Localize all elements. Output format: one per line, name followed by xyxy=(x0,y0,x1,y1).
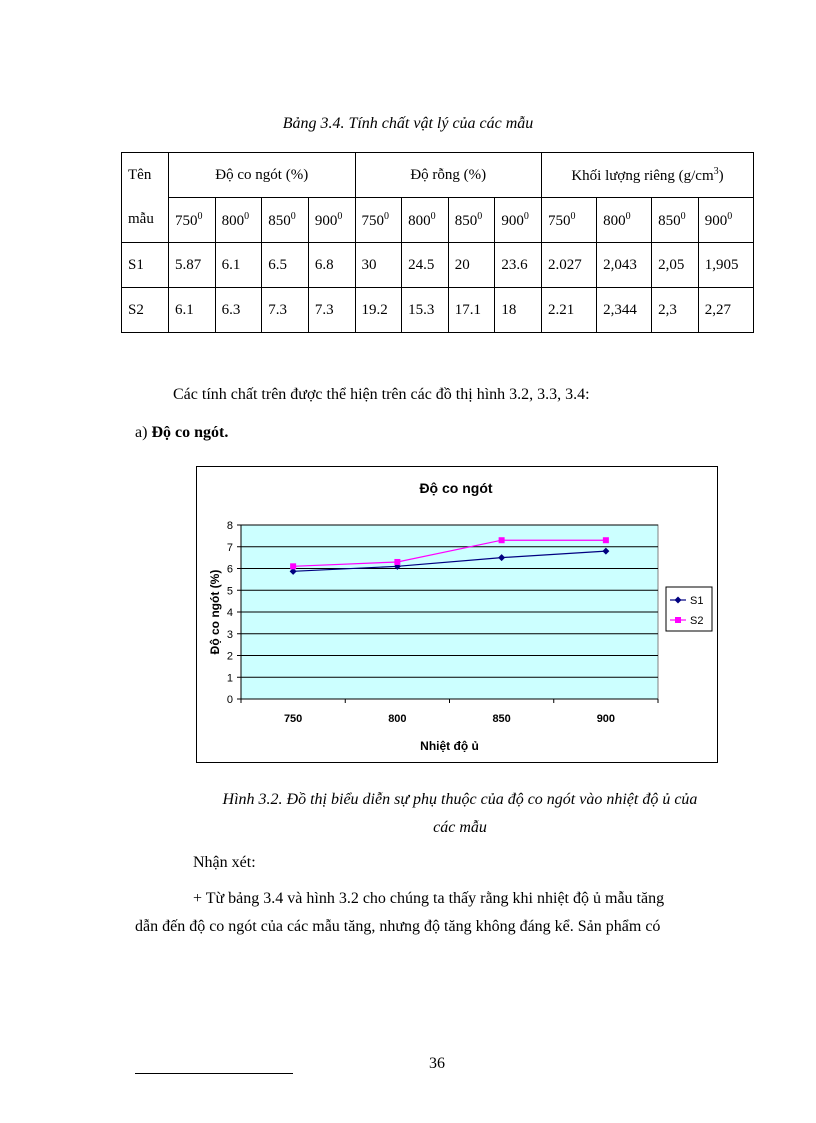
group-density-label: Khối lượng riêng (g/cm xyxy=(571,167,714,184)
temp-sup: 0 xyxy=(477,210,483,222)
legend-marker-s2 xyxy=(675,617,681,623)
group-density-sup: 3 xyxy=(713,165,719,177)
temp-sup: 0 xyxy=(625,210,631,222)
section-prefix: a) xyxy=(135,424,148,441)
temp-cell xyxy=(542,198,597,243)
table-cell: 5.87 xyxy=(169,243,216,288)
temp-sup: 0 xyxy=(384,210,389,222)
y-tick-label: 0 xyxy=(226,694,233,706)
table-cell: 20 xyxy=(448,243,495,288)
table-caption: Bảng 3.4. Tính chất vật lý của các mẫu xyxy=(282,115,534,132)
table-cell: 24.5 xyxy=(402,243,449,288)
temp-value: 850 xyxy=(268,212,291,229)
data-point-s2 xyxy=(290,563,296,569)
x-tick-label: 750 xyxy=(283,713,303,725)
intro-paragraph: Các tính chất trên được thể hiện trên các đồ thị hình 3.2, 3.3, 3.4: xyxy=(173,386,590,403)
row-name: S1 xyxy=(122,243,169,288)
table-cell: 30 xyxy=(355,243,402,288)
remark-line2: dẫn đến độ co ngót của các mẫu tăng, nhưng độ tăng không đáng kể. Sản phẩm có xyxy=(135,918,661,935)
temp-sup: 0 xyxy=(727,210,733,222)
section-heading xyxy=(135,424,228,442)
table-cell: 6.1 xyxy=(215,243,262,288)
data-point-s2 xyxy=(603,537,609,543)
temp-cell xyxy=(355,198,402,243)
temp-cell xyxy=(448,198,495,243)
remark-label: Nhận xét: xyxy=(193,854,256,871)
temp-value: 900 xyxy=(704,212,728,229)
temp-value: 800 xyxy=(221,212,245,229)
table-cell: 7.3 xyxy=(262,288,309,333)
legend-label-s2: S2 xyxy=(690,615,704,627)
figure-caption xyxy=(180,786,740,842)
x-tick-label: 850 xyxy=(492,713,511,725)
temp-cell xyxy=(169,198,216,243)
table-cell: 2,05 xyxy=(652,243,699,288)
temp-cell xyxy=(652,198,699,243)
temp-sup: 0 xyxy=(290,210,296,222)
name-header xyxy=(122,153,169,243)
table-cell: 2,043 xyxy=(597,243,652,288)
row-name: S2 xyxy=(122,288,169,333)
table-cell: 1,905 xyxy=(698,243,753,288)
y-tick-label: 3 xyxy=(226,628,233,641)
table-temp-row xyxy=(122,198,754,243)
footnote-separator xyxy=(135,1073,293,1074)
temp-cell xyxy=(308,198,355,243)
table-cell: 2.027 xyxy=(542,243,597,288)
y-tick-label: 5 xyxy=(226,585,233,598)
table-cell: 15.3 xyxy=(402,288,449,333)
temp-value: 850 xyxy=(658,212,681,229)
shrinkage-chart xyxy=(196,466,718,763)
temp-cell xyxy=(495,198,542,243)
group-density-suffix: ) xyxy=(718,167,724,184)
y-tick-label: 6 xyxy=(226,563,233,576)
temp-value: 850 xyxy=(454,212,478,229)
x-tick-label: 800 xyxy=(388,713,407,725)
y-tick-label: 7 xyxy=(226,541,233,554)
properties-table xyxy=(121,152,754,333)
section-title: Độ co ngót. xyxy=(151,424,229,441)
table-cell: 18 xyxy=(495,288,542,333)
group-density xyxy=(542,153,754,198)
temp-value: 900 xyxy=(314,212,338,229)
table-cell: 2,344 xyxy=(597,288,652,333)
y-tick-label: 1 xyxy=(226,672,233,685)
table-cell: 19.2 xyxy=(355,288,402,333)
temp-value: 750 xyxy=(548,212,571,229)
table-cell: 23.6 xyxy=(495,243,542,288)
temp-sup: 0 xyxy=(430,210,436,222)
temp-sup: 0 xyxy=(570,210,576,222)
remark-line1: + Từ bảng 3.4 và hình 3.2 cho chúng ta thấy rằng khi nhiệt độ ủ mẫu tăng xyxy=(193,890,665,907)
y-axis-label: Độ co ngót (%) xyxy=(208,569,222,655)
name-header-line2: mẫu xyxy=(128,211,154,227)
temp-value: 750 xyxy=(175,212,198,229)
temp-sup: 0 xyxy=(197,210,203,222)
chart-svg xyxy=(197,467,717,762)
temp-sup: 0 xyxy=(337,210,343,222)
y-tick-label: 2 xyxy=(226,650,233,663)
group-shrinkage: Độ co ngót (%) xyxy=(169,153,356,198)
figure-caption-line1: Hình 3.2. Đồ thị biểu diễn sự phụ thuộc của độ co ngót vào nhiệt độ ủ của xyxy=(222,791,698,808)
y-tick-label: 4 xyxy=(226,607,233,619)
table-cell: 2,3 xyxy=(652,288,699,333)
table-row-s2 xyxy=(122,288,754,333)
table-cell: 7.3 xyxy=(308,288,355,333)
temp-cell xyxy=(402,198,449,243)
table-cell: 2.21 xyxy=(542,288,597,333)
table-cell: 6.5 xyxy=(262,243,309,288)
temp-cell xyxy=(698,198,753,243)
chart-title: Độ co ngót xyxy=(419,480,493,496)
temp-cell xyxy=(262,198,309,243)
temp-cell xyxy=(597,198,652,243)
y-tick-label: 8 xyxy=(226,520,233,532)
figure-caption-line2: các mẫu xyxy=(433,819,487,836)
temp-sup: 0 xyxy=(523,210,529,222)
group-porosity: Độ rỗng (%) xyxy=(355,153,542,198)
table-cell: 6.1 xyxy=(169,288,216,333)
name-header-line1: Tên xyxy=(128,167,152,183)
table-cell: 17.1 xyxy=(448,288,495,333)
table-cell: 6.3 xyxy=(215,288,262,333)
x-axis-label: Nhiệt độ ủ xyxy=(420,739,479,753)
legend-label-s1: S1 xyxy=(690,595,704,607)
data-point-s2 xyxy=(394,559,400,565)
table-cell: 6.8 xyxy=(308,243,355,288)
temp-value: 800 xyxy=(408,212,431,229)
x-tick-label: 900 xyxy=(596,713,616,725)
data-point-s2 xyxy=(499,537,505,543)
temp-value: 800 xyxy=(603,212,626,229)
table-header-row xyxy=(122,153,754,198)
table-row-s1 xyxy=(122,243,754,288)
temp-cell xyxy=(215,198,262,243)
table-cell: 2,27 xyxy=(698,288,753,333)
temp-value: 900 xyxy=(501,212,524,229)
legend-box xyxy=(666,587,712,631)
page-number: 36 xyxy=(429,1055,445,1072)
temp-sup: 0 xyxy=(244,210,250,222)
temp-value: 750 xyxy=(361,212,384,229)
temp-sup: 0 xyxy=(680,210,686,222)
